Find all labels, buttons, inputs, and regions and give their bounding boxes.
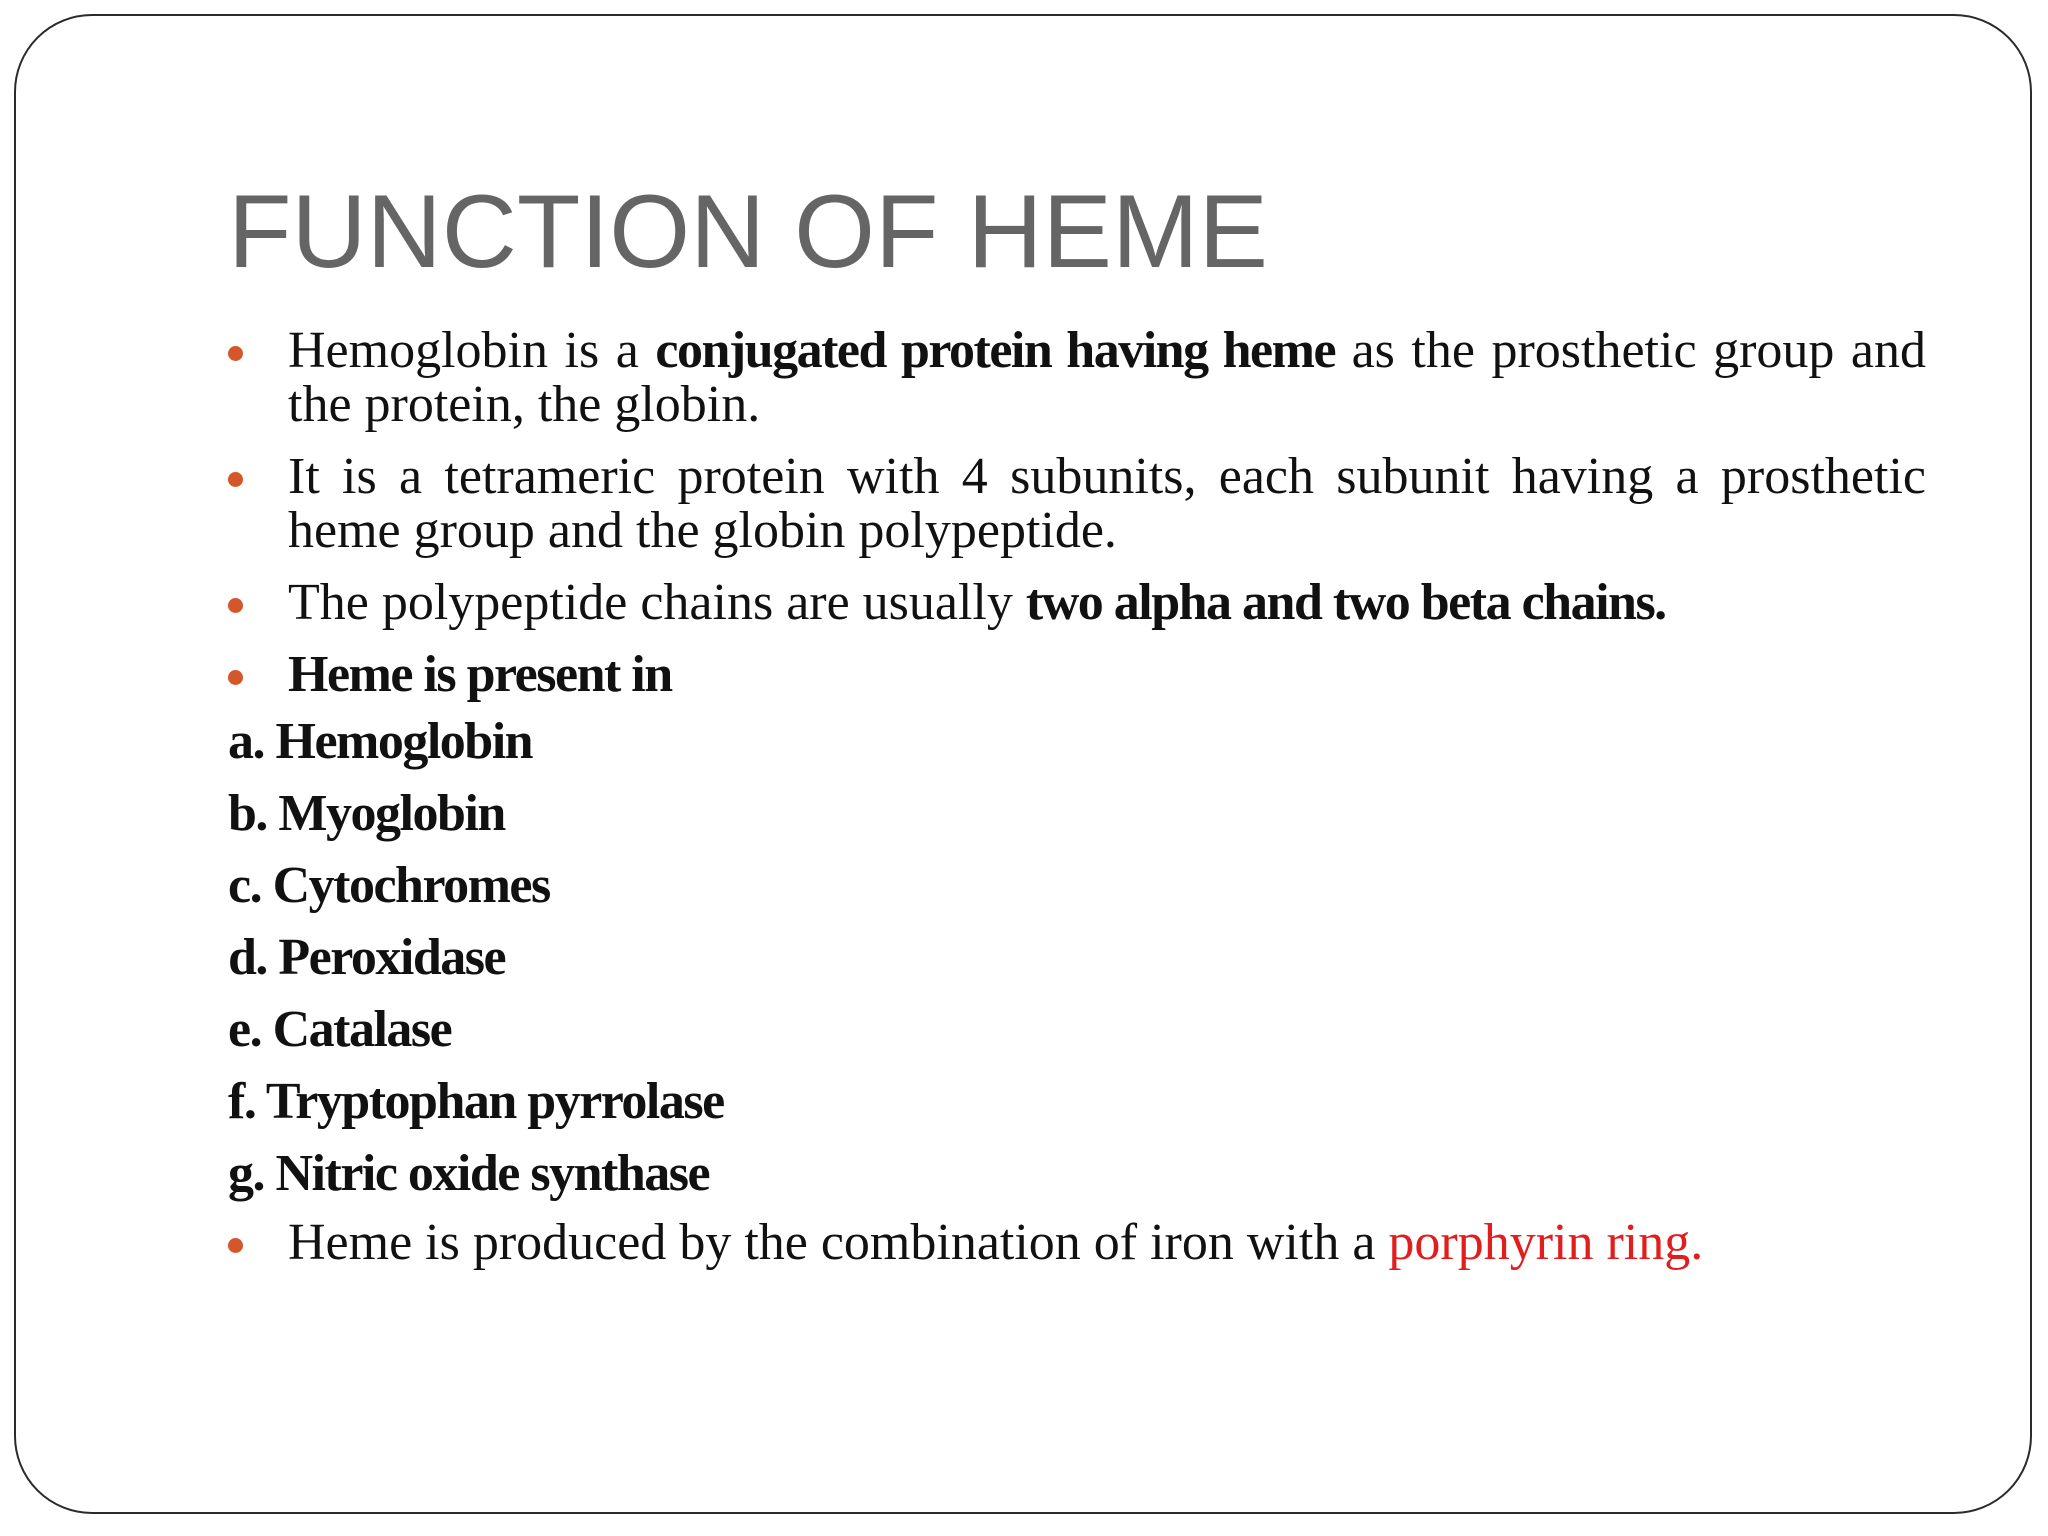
- bullet-heme-present-in: [228, 648, 1926, 702]
- list-item: e. Catalase: [228, 1001, 452, 1058]
- bullet-text-normal: Hemoglobin is a: [288, 322, 656, 379]
- bullet-text-bold: Heme is present in: [288, 646, 672, 703]
- list-item: d. Peroxidase: [228, 929, 506, 986]
- bullet-marker-icon: [228, 472, 243, 487]
- bullet-text-bold: two alpha and two beta chains.: [1025, 574, 1666, 631]
- bullet-marker-icon: [228, 670, 243, 685]
- list-item: f. Tryptophan pyrrolase: [228, 1073, 724, 1130]
- list-item: a. Hemoglobin: [228, 713, 533, 770]
- slide-content: [228, 324, 1926, 1288]
- list-item: c. Cytochromes: [228, 857, 550, 914]
- bullet-text-bold: conjugated protein having heme: [655, 322, 1336, 379]
- heme-occurrence-list: [228, 706, 1926, 1210]
- bullet-text-normal: The polypeptide chains are usually: [288, 574, 1026, 631]
- bullet-marker-icon: [228, 1238, 243, 1253]
- bullet-text-normal: Heme is produced by the combination of iron with a: [288, 1214, 1389, 1271]
- bullet-polypeptide-chains: [228, 576, 1926, 630]
- list-item: b. Myoglobin: [228, 785, 505, 842]
- bullet-hemoglobin-description: [228, 324, 1926, 432]
- bullet-marker-icon: [228, 346, 243, 361]
- bullet-text-normal: It is a tetrameric protein with 4 subunits, each subunit having a prosthetic heme group and the globin polypeptide.: [288, 448, 1926, 559]
- bullet-text-normal: as the prosthetic group and the protein, the globin.: [288, 322, 1927, 433]
- bullet-text-red-highlight: porphyrin ring.: [1388, 1214, 1704, 1271]
- list-item: g. Nitric oxide synthase: [228, 1145, 710, 1202]
- slide-title: FUNCTION OF HEME: [228, 174, 1268, 290]
- bullet-marker-icon: [228, 598, 243, 613]
- bullet-tetrameric-protein: [228, 450, 1926, 558]
- bullet-heme-production: [228, 1216, 1926, 1270]
